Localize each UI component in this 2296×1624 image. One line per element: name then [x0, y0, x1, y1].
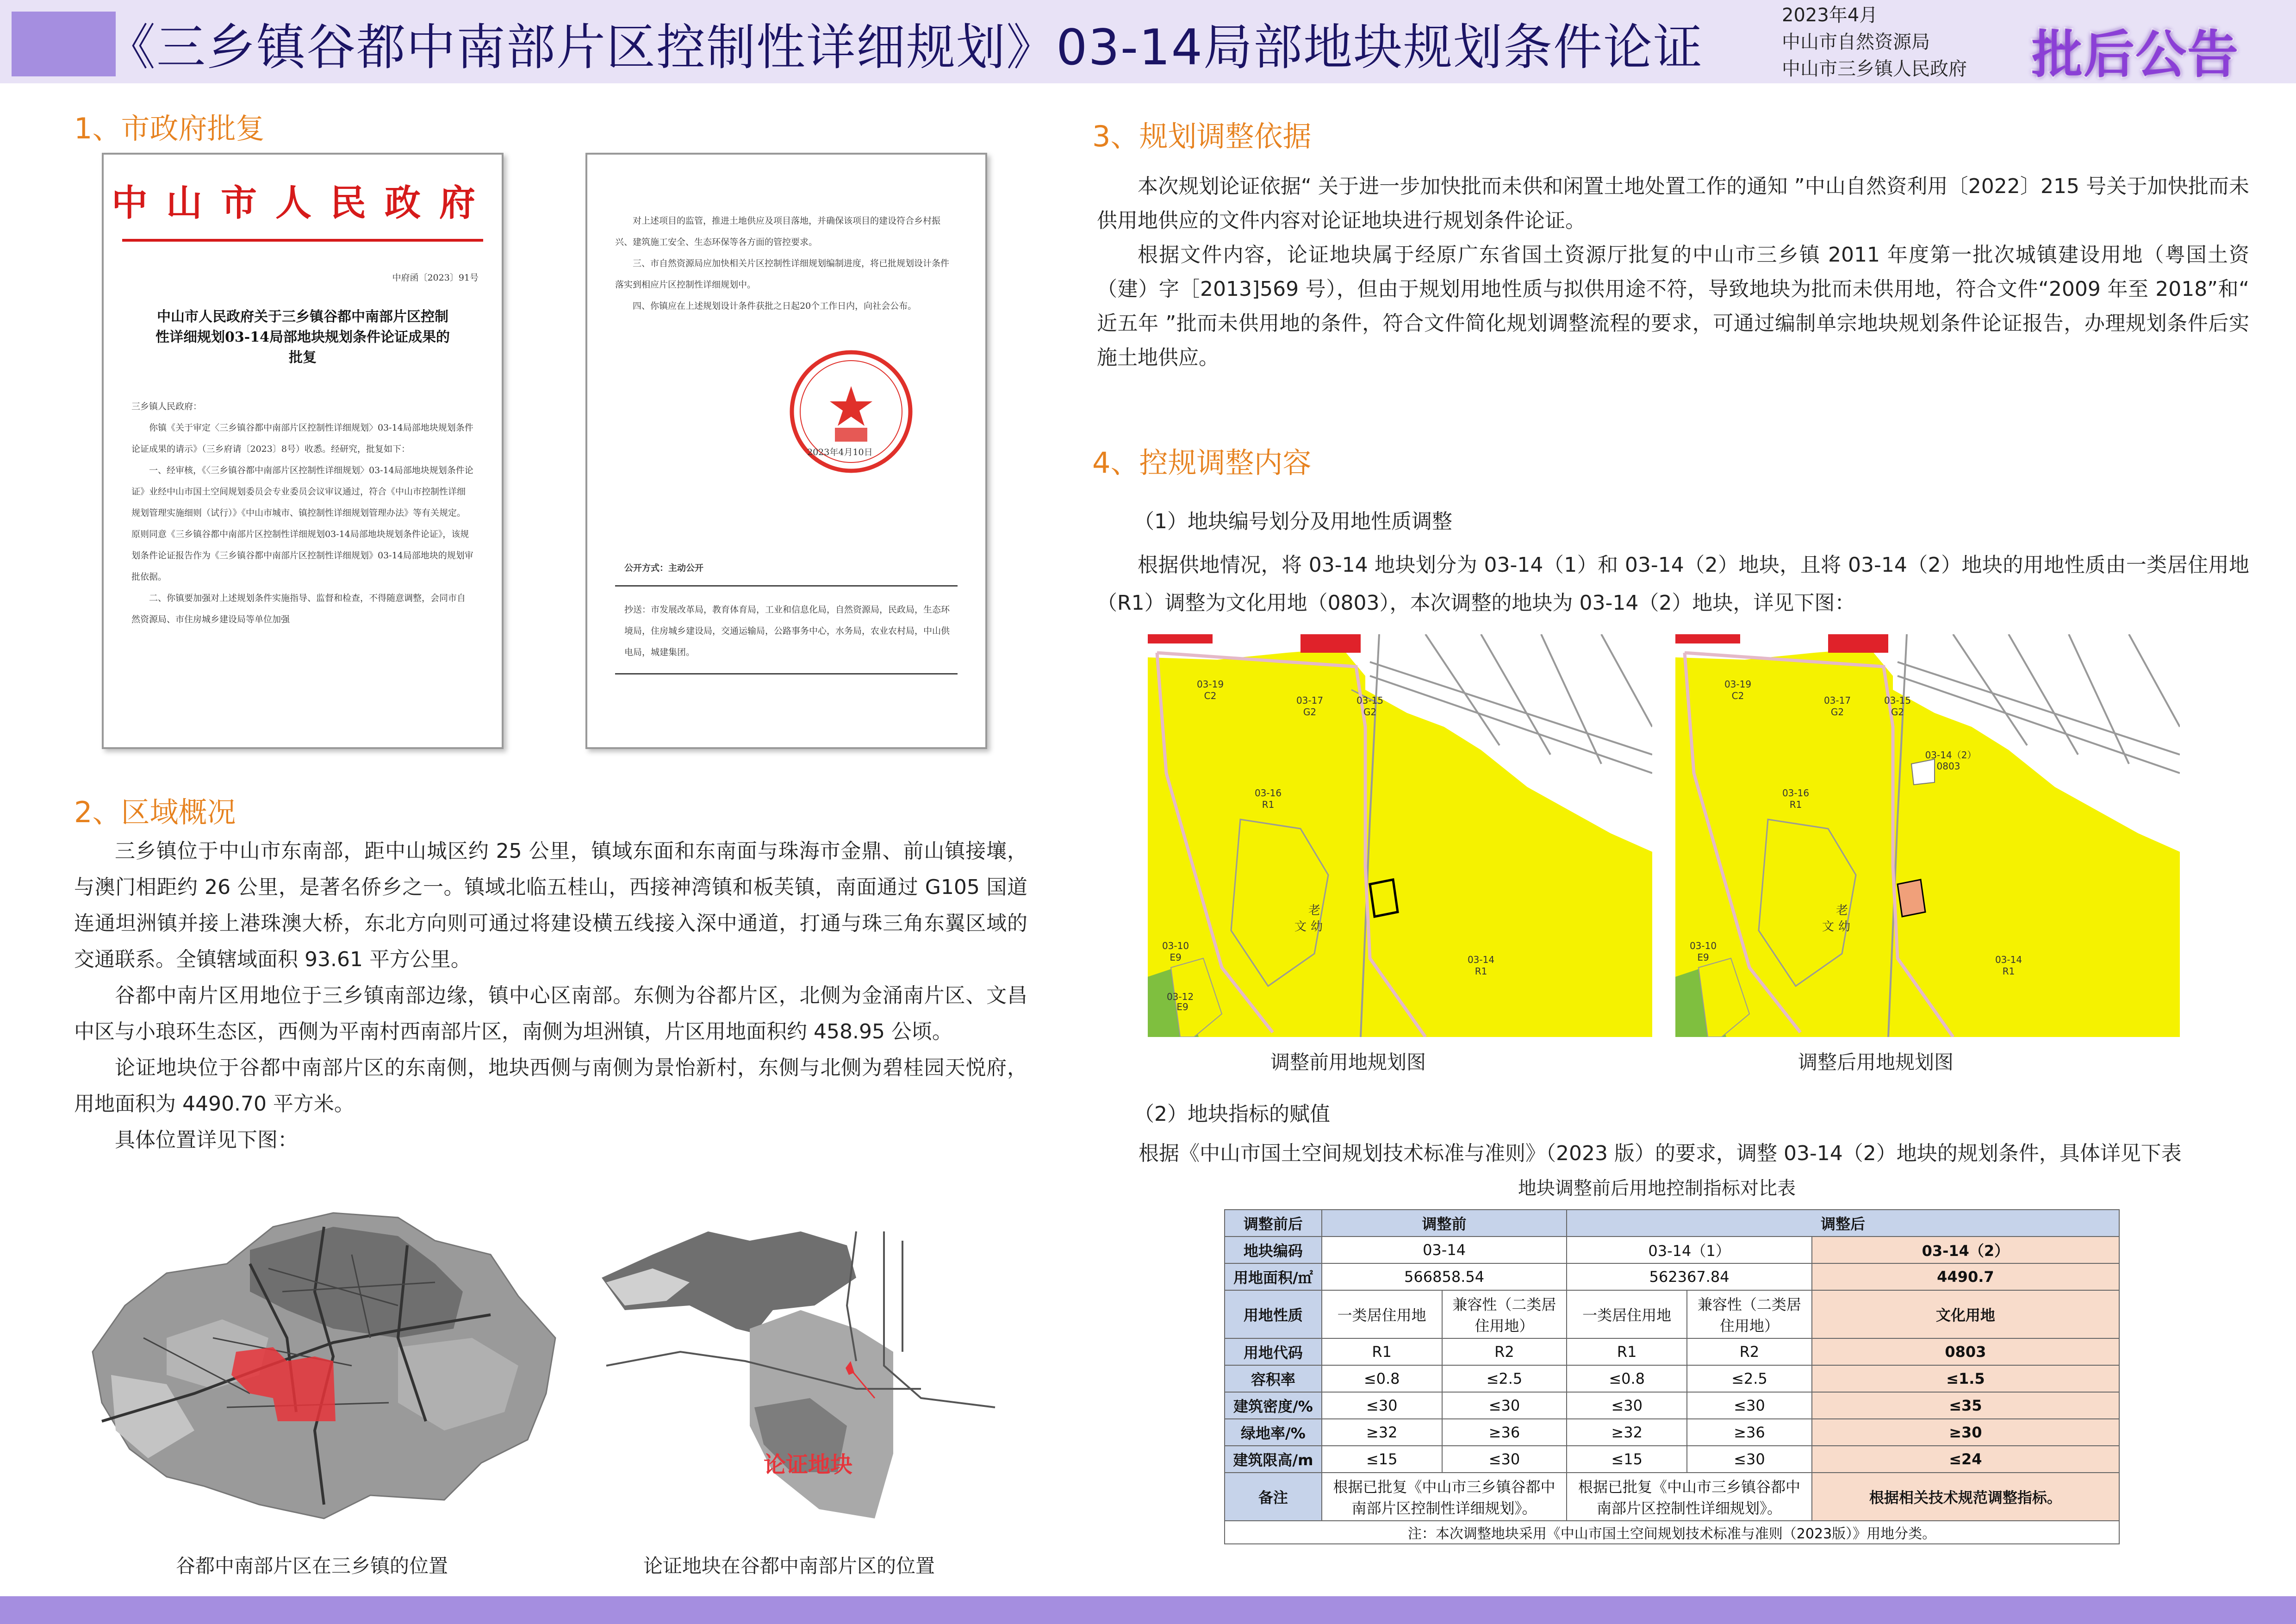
paragraph: 根据文件内容，论证地块属于经原广东省国土资源厅批复的中山市三乡镇 2011 年度第一批次城镇建设用地（粤国土资（建）字［2013]569 号），但由于规划用地性质与拟供用途不符，导致地块为批而未供用地，符合文件“2009 年至 2018”和“ 近五年 ”批而未供用地的条件，符合文件简化规划调整流程的要求，可通过编制单宗地块规划条件论证报告，办理规划条件后实施土地供应。 [1097, 243, 2249, 369]
cell: ≤0.8 [1567, 1365, 1687, 1392]
cell: ≤2.5 [1687, 1365, 1812, 1392]
map-label: 03-16 [1782, 787, 1810, 799]
map-label: R1 [2002, 966, 2015, 977]
cell: R1 [1322, 1338, 1442, 1365]
seal-date: 2023年4月10日 [807, 447, 873, 457]
row-label: 用地性质 [1225, 1290, 1322, 1338]
section2-body [74, 833, 1027, 1158]
map-label: 03-17 [1823, 695, 1851, 706]
divider [615, 673, 958, 675]
header-date: 2023年4月 [1782, 5, 1878, 26]
map2-site-label: 论证地块 [764, 1452, 853, 1478]
doc-number: 中府函〔2023〕91号 [392, 273, 479, 283]
cell: ≤15 [1322, 1446, 1442, 1473]
map-label: 03-16 [1254, 787, 1282, 799]
doc-para: 三、市自然资源局应加快相关片区控制性详细规划编制进度，将已批规划设计条件落实到相应片区控制性详细规划中。 [615, 258, 950, 290]
cell: ≤30 [1442, 1446, 1567, 1473]
paragraph: 本次规划论证依据“ 关于进一步加快批而未供和闲置土地处置工作的通知 ”中山自然资利用〔2022〕215 号关于加快批而未供用地供应的文件内容对论证地块进行规划条件论证。 [1097, 175, 2249, 232]
section2-heading: 2、区域概况 [74, 795, 236, 829]
map-label: G2 [1830, 706, 1844, 718]
row-label: 地块编码 [1225, 1237, 1322, 1263]
landuse-map-before [1148, 634, 1652, 1037]
subheading-1: （1）地块编号划分及用地性质调整 [1134, 510, 1452, 533]
doc-para: 你镇《关于审定〈三乡镇谷都中南部片区控制性详细规划〉03-14局部地块规划条件论证成果的请示》（三乡府请〔2023〕8号）收悉。经研究，批复如下： [131, 423, 473, 454]
cell: 根据已批复《中山市三乡镇谷都中南部片区控制性详细规划》。 [1567, 1473, 1811, 1521]
cell: R2 [1687, 1338, 1812, 1365]
doc-para: 对上述项目的监管，推进土地供应及项目落地，并确保该项目的建设符合乡村振兴、建筑施工安全、生态环保等各方面的管控要求。 [615, 216, 941, 247]
map-label: 老 [1836, 904, 1848, 918]
map-label: 0803 [1936, 761, 1960, 772]
area-location-map [597, 1213, 1014, 1528]
approval-doc-page2 [585, 153, 987, 749]
divider [615, 585, 958, 587]
map-label: 03-10 [1162, 940, 1189, 951]
cell: ≥32 [1567, 1419, 1687, 1446]
map-after-caption: 调整后用地规划图 [1798, 1051, 1954, 1074]
cell: 兼容性（二类居住用地） [1442, 1290, 1567, 1338]
landuse-map-after [1675, 634, 2180, 1037]
header-org1: 中山市自然资源局 [1782, 31, 1930, 53]
cell-highlight: ≤24 [1812, 1446, 2119, 1473]
section1-heading: 1、市政府批复 [74, 112, 265, 145]
gov-title: 中山市人民政府 [111, 182, 494, 224]
th-after: 调整后 [1567, 1210, 2119, 1237]
map-label: 03-17 [1296, 695, 1324, 706]
public-mode: 公开方式：主动公开 [624, 563, 704, 573]
section4-heading: 4、控规调整内容 [1092, 446, 1312, 480]
subheading-2: （2）地块指标的赋值 [1134, 1102, 1330, 1126]
row-label: 绿地率/% [1225, 1419, 1322, 1446]
map-label: C2 [1204, 690, 1217, 701]
map-label: E9 [1176, 1001, 1188, 1012]
page-title: 《三乡镇谷都中南部片区控制性详细规划》03-14局部地块规划条件论证 [106, 19, 1704, 76]
announcement-badge: 批后公告 [2032, 25, 2239, 84]
cell: ≤30 [1687, 1446, 1812, 1473]
cell: 03-14 [1322, 1237, 1567, 1263]
th-before: 调整前 [1322, 1210, 1567, 1237]
cell: 一类居住用地 [1322, 1290, 1442, 1338]
th-before-after: 调整前后 [1225, 1210, 1322, 1237]
map-label: E9 [1697, 952, 1709, 963]
map-label: 03-19 [1724, 679, 1752, 690]
cell-highlight: 4490.7 [1812, 1263, 2119, 1290]
table-title: 地块调整前后用地控制指标对比表 [1518, 1178, 1796, 1199]
red-rule [122, 239, 483, 242]
map-label: 03-15 [1356, 695, 1384, 706]
cell: ≤30 [1687, 1392, 1812, 1419]
approval-doc-page1 [102, 153, 504, 749]
map-label: 03-19 [1196, 679, 1224, 690]
row-label: 建筑密度/% [1225, 1392, 1322, 1419]
cell: 一类居住用地 [1567, 1290, 1687, 1338]
header-meta [1782, 2, 1967, 82]
row-label: 容积率 [1225, 1365, 1322, 1392]
map-label: G2 [1891, 706, 1904, 718]
cell: ≤30 [1442, 1392, 1567, 1419]
map-label: 03-15 [1884, 695, 1911, 706]
map-label: G2 [1303, 706, 1317, 718]
map-label: 老 [1308, 904, 1321, 918]
doc-addressee: 三乡镇人民政府： [131, 401, 202, 412]
cell: ≤30 [1567, 1392, 1687, 1419]
cell-highlight: ≤1.5 [1812, 1365, 2119, 1392]
cell: ≤0.8 [1322, 1365, 1442, 1392]
map-label: E9 [1170, 952, 1182, 963]
map2-caption: 论证地块在谷都中南部片区的位置 [643, 1555, 935, 1577]
cc-list: 抄送：市发展改革局，教育体育局，工业和信息化局，自然资源局，民政局，生态环境局，住房城乡建设局，交通运输局，公路事务中心，水务局，农业农村局，中山供电局，城建集团。 [624, 605, 950, 657]
cell-highlight: ≥30 [1812, 1419, 2119, 1446]
paragraph: 论证地块位于谷都中南部片区的东南侧，地块西侧与南侧为景怡新村，东侧与北侧为碧桂园天悦府，用地面积为 4490.70 平方米。 [74, 1056, 1027, 1116]
cell-highlight: 03-14（2） [1812, 1237, 2119, 1263]
cell: R2 [1442, 1338, 1567, 1365]
cell: ≥36 [1442, 1419, 1567, 1446]
map-label: 文 [1822, 920, 1835, 934]
header-org2: 中山市三乡镇人民政府 [1782, 58, 1967, 80]
header-accent-block [12, 12, 116, 76]
map-label: 03-10 [1689, 940, 1717, 951]
doc-para: 二、你镇要加强对上述规划条件实施指导、监督和检查，不得随意调整，会同市自然资源局、市住房城乡建设局等单位加强 [131, 593, 466, 625]
map-label: R1 [1475, 966, 1487, 977]
map-label: R1 [1789, 799, 1802, 810]
section4-para2: 根据《中山市国土空间规划技术标准与准则》（2023 版）的要求，调整 03-14（2）地块的规划条件，具体详见下表 [1139, 1142, 2182, 1165]
row-label: 备注 [1225, 1473, 1322, 1521]
cell-highlight: 文化用地 [1812, 1290, 2119, 1338]
cell-highlight: ≤35 [1812, 1392, 2119, 1419]
map1-caption: 谷都中南部片区在三乡镇的位置 [176, 1555, 448, 1577]
row-label: 用地面积/㎡ [1225, 1263, 1322, 1290]
cell: 566858.54 [1322, 1263, 1567, 1290]
doc-para: 一、经审核，《〈三乡镇谷都中南部片区控制性详细规划〉03-14局部地块规划条件论证》业经中山市国土空间规划委员会专业委员会议审议通过，符合《中山市控制性详细规划管理实施细则（试行）》《中山市城市、镇控制性详细规划管理办法》等有关规定。原则同意《三乡镇谷都中南部片区控制性详细规划03-14局部地块规划条件论证》，该规划条件论证报告作为《三乡镇谷都中南部片区控制性详细规划》03-14局部地块的规划审批依据。 [131, 465, 473, 582]
cell: 兼容性（二类居住用地） [1687, 1290, 1812, 1338]
map-label: C2 [1731, 690, 1744, 701]
doc-subject: 中山市人民政府关于三乡镇谷都中南部片区控制性详细规划03-14局部地块规划条件论证成果的批复 [156, 309, 450, 366]
map-label: 03-14 [1467, 954, 1495, 965]
map-label: 幼 [1310, 920, 1323, 934]
cell: ≥36 [1687, 1419, 1812, 1446]
table-footnote: 注：本次调整地块采用《中山市国土空间规划技术标准与准则（2023版）》用地分类。 [1225, 1521, 2119, 1544]
section3-heading: 3、规划调整依据 [1092, 119, 1312, 153]
cell: 562367.84 [1567, 1263, 1811, 1290]
paragraph: 具体位置详见下图： [115, 1128, 298, 1152]
cell: ≥32 [1322, 1419, 1442, 1446]
cell-highlight: 0803 [1812, 1338, 2119, 1365]
town-location-map [74, 1199, 574, 1532]
paragraph: 谷都中南片区用地位于三乡镇南部边缘，镇中心区南部。东侧为谷都片区，北侧为金涌南片区、文昌中区与小琅环生态区，西侧为平南村西南部片区，南侧为坦洲镇，片区用地面积约 458.95 公顷。 [74, 984, 1027, 1043]
paragraph: 三乡镇位于中山市东南部，距中山城区约 25 公里，镇域东面和东南面与珠海市金鼎、前山镇接壤，与澳门相距约 26 公里，是著名侨乡之一。镇域北临五桂山，西接神湾镇和板芙镇，南面通过 G105 国道连通坦洲镇并接上港珠澳大桥，东北方向则可通过将建设横五线接入深中通道，打通与珠三角东翼区域的交通联系。全镇辖域面积 93.61 平方公里。 [74, 839, 1027, 971]
cell: 根据已批复《中山市三乡镇谷都中南部片区控制性详细规划》。 [1322, 1473, 1567, 1521]
cell: ≤2.5 [1442, 1365, 1567, 1392]
section4-para1: 根据供地情况，将 03-14 地块划分为 03-14（1）和 03-14（2）地块，且将 03-14（2）地块的用地性质由一类居住用地（R1）调整为文化用地（0803），本次调整的地块为 03-14（2）地块，详见下图： [1097, 553, 2249, 615]
doc-para: 四、你镇应在上述规划设计条件获批之日起20个工作日内，向社会公布。 [633, 301, 917, 311]
section3-body [1097, 169, 2249, 375]
cell-highlight: 根据相关技术规范调整指标。 [1812, 1473, 2119, 1521]
row-label: 建筑限高/m [1225, 1446, 1322, 1473]
map-label: R1 [1262, 799, 1275, 810]
cell: R1 [1567, 1338, 1687, 1365]
cell: ≤30 [1322, 1392, 1442, 1419]
cell: 03-14（1） [1567, 1237, 1811, 1263]
map-label: G2 [1363, 706, 1377, 718]
map-label: 03-12 [1166, 991, 1194, 1002]
map-before-caption: 调整前用地规划图 [1270, 1051, 1426, 1074]
cell: ≤15 [1567, 1446, 1687, 1473]
map-label: 文 [1294, 920, 1307, 934]
row-label: 用地代码 [1225, 1338, 1322, 1365]
indicator-table [1224, 1209, 2120, 1544]
map-label: 幼 [1838, 920, 1851, 934]
map-label: 03-14（2） [1925, 750, 1977, 761]
footer-bar [0, 1596, 2296, 1624]
map-label: 03-14 [1995, 954, 2022, 965]
